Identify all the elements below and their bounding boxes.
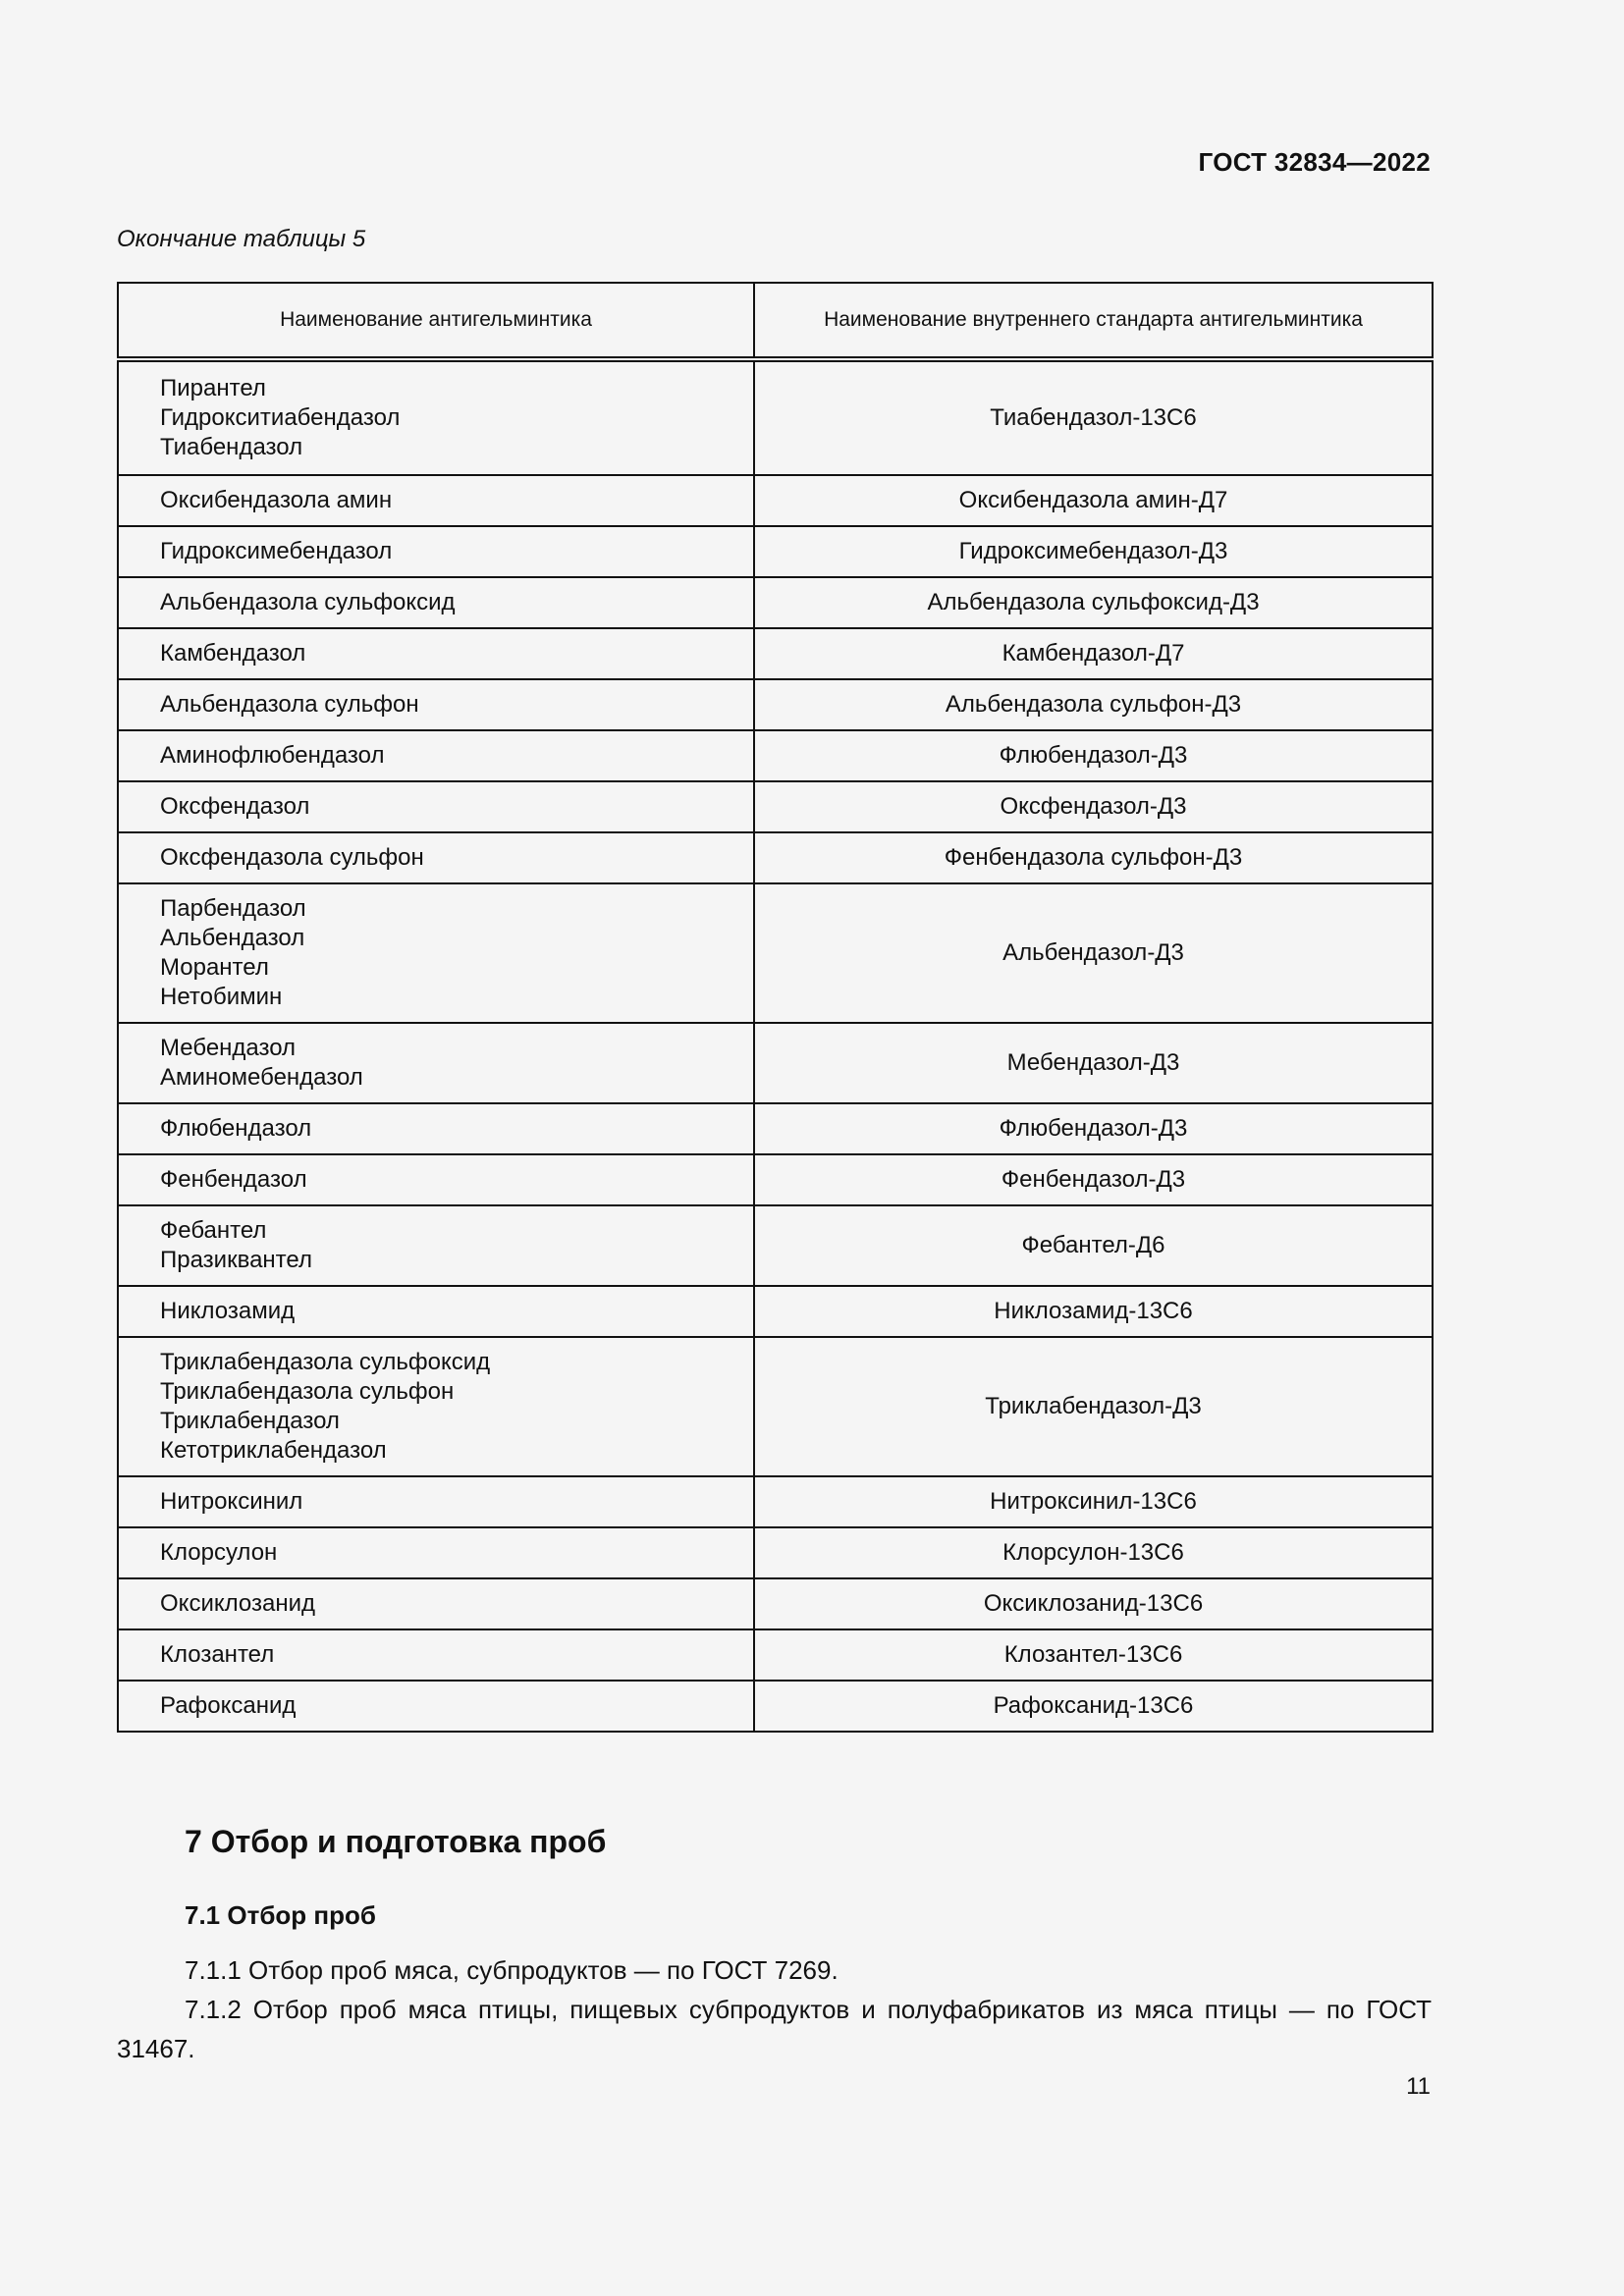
antihelminthic-name: Празиквантел	[160, 1247, 312, 1273]
table-row	[118, 1578, 1433, 1629]
internal-standard-cell: Клозантел-13С6	[754, 1629, 1433, 1681]
antihelminthic-name: Нетобимин	[160, 984, 283, 1010]
antihelminthic-name-cell	[118, 359, 754, 475]
paragraph: 7.1.2 Отбор проб мяса птицы, пищевых субпродуктов и полуфабрикатов из мяса птицы — по ГОСТ 31467.	[117, 1995, 1432, 2063]
internal-standard-cell: Триклабендазол-Д3	[754, 1337, 1433, 1476]
antihelminthic-table	[117, 282, 1434, 1733]
antihelminthic-name: Клорсулон	[160, 1539, 278, 1566]
table-row	[118, 526, 1433, 577]
antihelminthic-name: Оксфендазол	[160, 793, 310, 820]
antihelminthic-name: Тиабендазол	[160, 434, 303, 460]
table-row	[118, 1103, 1433, 1154]
antihelminthic-name: Гидрокситиабендазол	[160, 404, 401, 431]
internal-standard-cell: Альбендазола сульфоксид-Д3	[754, 577, 1433, 628]
antihelminthic-name-cell	[118, 577, 754, 628]
antihelminthic-name: Рафоксанид	[160, 1692, 297, 1719]
table-row	[118, 679, 1433, 730]
antihelminthic-name: Мебендазол	[160, 1035, 297, 1061]
antihelminthic-name-cell	[118, 730, 754, 781]
internal-standard-cell: Фебантел-Д6	[754, 1205, 1433, 1286]
table-row	[118, 1337, 1433, 1476]
table-row	[118, 730, 1433, 781]
column-header-internal-standard: Наименование внутреннего стандарта антигельминтика	[754, 283, 1433, 359]
table-row	[118, 1681, 1433, 1732]
antihelminthic-name-cell	[118, 1629, 754, 1681]
antihelminthic-name: Камбендазол	[160, 640, 306, 667]
antihelminthic-name-cell	[118, 1103, 754, 1154]
antihelminthic-name: Аминофлюбендазол	[160, 742, 385, 769]
antihelminthic-name-cell	[118, 781, 754, 832]
antihelminthic-name: Триклабендазола сульфоксид	[160, 1349, 491, 1375]
antihelminthic-name: Оксиклозанид	[160, 1590, 315, 1617]
antihelminthic-name-cell	[118, 1337, 754, 1476]
internal-standard-cell: Никлозамид-13С6	[754, 1286, 1433, 1337]
internal-standard-cell: Фенбендазола сульфон-Д3	[754, 832, 1433, 883]
antihelminthic-name-cell	[118, 526, 754, 577]
table-row	[118, 577, 1433, 628]
antihelminthic-name-cell	[118, 1681, 754, 1732]
table-row	[118, 1476, 1433, 1527]
antihelminthic-name: Пирантел	[160, 375, 266, 401]
antihelminthic-name: Кетотриклабендазол	[160, 1437, 387, 1464]
table-row	[118, 1154, 1433, 1205]
internal-standard-cell: Тиабендазол-13С6	[754, 359, 1433, 475]
table-row	[118, 628, 1433, 679]
antihelminthic-name: Альбендазол	[160, 925, 305, 951]
antihelminthic-name-cell	[118, 1205, 754, 1286]
antihelminthic-name: Никлозамид	[160, 1298, 296, 1324]
section-title: 7 Отбор и подготовка проб	[185, 1824, 607, 1859]
internal-standard-cell: Флюбендазол-Д3	[754, 1103, 1433, 1154]
internal-standard-cell: Рафоксанид-13С6	[754, 1681, 1433, 1732]
antihelminthic-name-cell	[118, 883, 754, 1023]
column-header-antihelminthic: Наименование антигельминтика	[118, 283, 754, 359]
antihelminthic-name-cell	[118, 832, 754, 883]
antihelminthic-name-cell	[118, 1286, 754, 1337]
internal-standard-cell: Оксфендазол-Д3	[754, 781, 1433, 832]
antihelminthic-name: Альбендазола сульфон	[160, 691, 419, 718]
internal-standard-cell: Мебендазол-Д3	[754, 1023, 1433, 1103]
table-header-row	[118, 283, 1433, 359]
internal-standard-cell: Нитроксинил-13С6	[754, 1476, 1433, 1527]
antihelminthic-name: Фебантел	[160, 1217, 267, 1244]
internal-standard-cell: Флюбендазол-Д3	[754, 730, 1433, 781]
table-row	[118, 1023, 1433, 1103]
antihelminthic-name-cell	[118, 1023, 754, 1103]
table-row	[118, 1286, 1433, 1337]
table-row	[118, 781, 1433, 832]
internal-standard-cell: Камбендазол-Д7	[754, 628, 1433, 679]
paragraph: 7.1.1 Отбор проб мяса, субпродуктов — по ГОСТ 7269.	[185, 1955, 839, 1985]
internal-standard-cell: Гидроксимебендазол-Д3	[754, 526, 1433, 577]
antihelminthic-name-cell	[118, 1527, 754, 1578]
antihelminthic-name-cell	[118, 1476, 754, 1527]
antihelminthic-name: Оксфендазола сульфон	[160, 844, 424, 871]
antihelminthic-name: Нитроксинил	[160, 1488, 303, 1515]
antihelminthic-name-cell	[118, 475, 754, 526]
table-row	[118, 359, 1433, 475]
antihelminthic-name: Триклабендазола сульфон	[160, 1378, 455, 1405]
antihelminthic-name: Оксибендазола амин	[160, 487, 393, 513]
antihelminthic-name: Триклабендазол	[160, 1408, 340, 1434]
internal-standard-cell: Альбендазола сульфон-Д3	[754, 679, 1433, 730]
internal-standard-cell: Оксибендазола амин-Д7	[754, 475, 1433, 526]
table-caption: Окончание таблицы 5	[117, 226, 366, 252]
antihelminthic-name: Флюбендазол	[160, 1115, 312, 1142]
internal-standard-cell: Оксиклозанид-13С6	[754, 1578, 1433, 1629]
antihelminthic-name-cell	[118, 628, 754, 679]
internal-standard-cell: Клорсулон-13С6	[754, 1527, 1433, 1578]
document-standard-code: ГОСТ 32834—2022	[1198, 147, 1431, 177]
table-row	[118, 475, 1433, 526]
antihelminthic-name: Парбендазол	[160, 895, 306, 922]
internal-standard-cell: Фенбендазол-Д3	[754, 1154, 1433, 1205]
table-row	[118, 1205, 1433, 1286]
antihelminthic-name: Альбендазола сульфоксид	[160, 589, 456, 615]
antihelminthic-name: Морантел	[160, 954, 269, 981]
subsection-title: 7.1 Отбор проб	[185, 1900, 376, 1930]
antihelminthic-name: Клозантел	[160, 1641, 275, 1668]
table-row	[118, 1629, 1433, 1681]
antihelminthic-name-cell	[118, 1154, 754, 1205]
table-row	[118, 832, 1433, 883]
antihelminthic-name: Фенбендазол	[160, 1166, 307, 1193]
antihelminthic-name-cell	[118, 1578, 754, 1629]
table-row	[118, 883, 1433, 1023]
antihelminthic-name-cell	[118, 679, 754, 730]
antihelminthic-name: Аминомебендазол	[160, 1064, 363, 1091]
page-number: 11	[1406, 2073, 1431, 2100]
antihelminthic-name: Гидроксимебендазол	[160, 538, 393, 564]
table-row	[118, 1527, 1433, 1578]
internal-standard-cell: Альбендазол-Д3	[754, 883, 1433, 1023]
